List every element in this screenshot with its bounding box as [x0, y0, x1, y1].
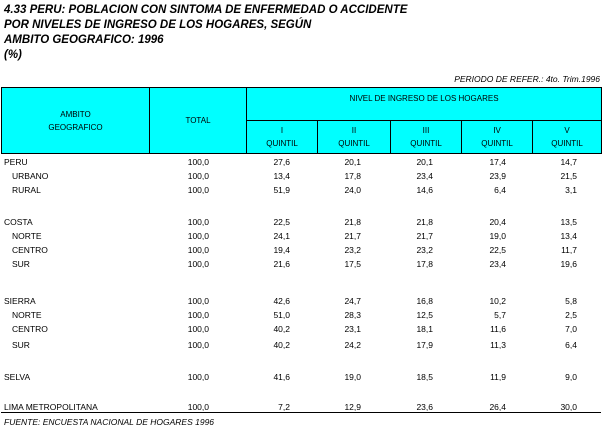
row-q1: 22,5	[273, 217, 290, 227]
row-total: 100,0	[187, 310, 209, 320]
row-q2: 24,7	[344, 296, 361, 306]
row-q4: 11,3	[490, 340, 506, 350]
row-q1: 13,4	[273, 171, 290, 181]
row-q4: 17,4	[489, 157, 506, 167]
row-q1: 27,6	[273, 157, 290, 167]
quintil-number: V	[564, 126, 570, 135]
title-line-4: (%)	[4, 49, 22, 61]
quintil-label: QUINTIL	[551, 139, 583, 148]
table-header	[1, 87, 601, 153]
header-quintil-1	[247, 121, 318, 154]
row-q4: 22,5	[489, 245, 506, 255]
quintil-number: III	[422, 126, 430, 135]
row-q2: 20,1	[344, 157, 361, 167]
row-q2: 12,9	[344, 402, 361, 412]
row-q2: 17,8	[344, 171, 361, 181]
row-q1: 51,9	[273, 185, 290, 195]
source-note: FUENTE: ENCUESTA NACIONAL DE HOGARES 1996	[4, 417, 215, 427]
row-q1: 51,0	[273, 310, 290, 320]
row-q2: 23,2	[344, 245, 361, 255]
row-q5: 2,5	[565, 310, 577, 320]
row-q3: 16,8	[416, 296, 433, 306]
header-quintil-3	[391, 121, 462, 154]
row-q4: 5,7	[494, 310, 506, 320]
row-q5: 13,4	[560, 231, 577, 241]
row-total: 100,0	[187, 185, 209, 195]
quintil-label: QUINTIL	[481, 139, 513, 148]
row-label: LIMA METROPOLITANA	[4, 402, 98, 412]
row-q5: 13,5	[560, 217, 577, 227]
row-q4: 11,9	[490, 372, 506, 382]
row-total: 100,0	[187, 324, 209, 334]
row-q5: 11,7	[561, 245, 577, 255]
row-q3: 23,2	[416, 245, 433, 255]
row-q5: 21,5	[560, 171, 577, 181]
row-q5: 5,8	[565, 296, 577, 306]
table-row	[1, 243, 601, 257]
row-q4: 10,2	[489, 296, 506, 306]
row-q1: 7,2	[278, 402, 290, 412]
row-total: 100,0	[187, 157, 209, 167]
row-q2: 21,8	[344, 217, 361, 227]
row-q2: 17,5	[344, 259, 361, 269]
row-q5: 3,1	[565, 185, 577, 195]
title-line-1: 4.33 PERU: POBLACION CON SINTOMA DE ENFERMEDAD O ACCIDENTE	[4, 4, 408, 16]
quintil-number: I	[280, 126, 284, 135]
quintil-label: QUINTIL	[266, 139, 298, 148]
quintil-label: QUINTIL	[338, 139, 370, 148]
row-q1: 21,6	[273, 259, 290, 269]
row-q4: 11,6	[490, 324, 506, 334]
row-label: CENTRO	[12, 324, 48, 334]
row-q3: 20,1	[416, 157, 433, 167]
row-label: NORTE	[12, 231, 42, 241]
row-label: SUR	[12, 259, 30, 269]
table-row	[1, 155, 601, 169]
table-row	[1, 322, 601, 336]
row-q3: 18,5	[416, 372, 433, 382]
row-q2: 23,1	[344, 324, 361, 334]
row-q2: 19,0	[344, 372, 361, 382]
table-body	[1, 155, 601, 413]
table-row	[1, 215, 601, 229]
row-q4: 20,4	[489, 217, 506, 227]
row-q3: 12,5	[416, 310, 433, 320]
row-label: PERU	[4, 157, 28, 167]
row-label: CENTRO	[12, 245, 48, 255]
row-q2: 21,7	[344, 231, 361, 241]
reference-period: PERIODO DE REFER.: 4to. Trim.1996	[454, 74, 600, 84]
row-q3: 23,6	[416, 402, 433, 412]
table-row	[1, 338, 601, 352]
row-q5: 30,0	[560, 402, 577, 412]
header-quintil-4	[462, 121, 533, 154]
row-label: URBANO	[12, 171, 49, 181]
row-total: 100,0	[187, 217, 209, 227]
row-label: SIERRA	[4, 296, 36, 306]
header-quintil-2	[318, 121, 391, 154]
document-title	[4, 3, 564, 63]
row-q1: 40,2	[273, 340, 290, 350]
row-q3: 17,9	[416, 340, 433, 350]
row-q4: 6,4	[494, 185, 506, 195]
row-q3: 23,4	[416, 171, 433, 181]
row-q3: 21,7	[416, 231, 433, 241]
row-total: 100,0	[187, 245, 209, 255]
table-row	[1, 294, 601, 308]
header-ambito-line2: GEOGRAFICO	[48, 122, 103, 132]
row-total: 100,0	[187, 231, 209, 241]
row-q4: 23,4	[489, 259, 506, 269]
table-row	[1, 169, 601, 183]
row-q2: 28,3	[344, 310, 361, 320]
row-total: 100,0	[187, 402, 209, 412]
row-label: NORTE	[12, 310, 42, 320]
row-total: 100,0	[187, 296, 209, 306]
table-row	[1, 257, 601, 271]
header-total	[150, 88, 247, 154]
row-q5: 9,0	[565, 372, 577, 382]
table-bottom-rule	[1, 412, 601, 413]
row-label: RURAL	[12, 185, 41, 195]
header-ambito	[2, 88, 150, 154]
title-line-3: AMBITO GEOGRAFICO: 1996	[4, 34, 164, 46]
row-label: COSTA	[4, 217, 33, 227]
row-q4: 19,0	[489, 231, 506, 241]
row-total: 100,0	[187, 171, 209, 181]
row-label: SUR	[12, 340, 30, 350]
row-q2: 24,0	[344, 185, 361, 195]
row-total: 100,0	[187, 372, 209, 382]
row-q3: 14,6	[416, 185, 433, 195]
header-quintil-5	[533, 121, 602, 154]
row-label: SELVA	[4, 372, 31, 382]
header-table	[1, 87, 602, 154]
table-row	[1, 183, 601, 197]
row-total: 100,0	[187, 340, 209, 350]
row-q3: 21,8	[416, 217, 433, 227]
header-ambito-line1: AMBITO	[60, 109, 91, 119]
row-q2: 24,2	[344, 340, 361, 350]
row-q3: 17,8	[416, 259, 433, 269]
header-total-label: TOTAL	[185, 116, 211, 125]
row-q3: 18,1	[416, 324, 433, 334]
header-nivel-label: NIVEL DE INGRESO DE LOS HOGARES	[349, 94, 499, 103]
row-q1: 42,6	[273, 296, 290, 306]
title-line-2: POR NIVELES DE INGRESO DE LOS HOGARES, SEGÚN	[4, 19, 312, 31]
quintil-label: QUINTIL	[410, 139, 442, 148]
row-total: 100,0	[187, 259, 209, 269]
table-row	[1, 370, 601, 384]
header-nivel	[247, 88, 602, 121]
quintil-number: II	[351, 126, 357, 135]
quintil-number: IV	[493, 126, 501, 135]
row-q4: 23,9	[489, 171, 506, 181]
row-q4: 26,4	[489, 402, 506, 412]
row-q1: 24,1	[273, 231, 290, 241]
row-q1: 40,2	[273, 324, 290, 334]
row-q1: 19,4	[273, 245, 290, 255]
row-q5: 14,7	[560, 157, 577, 167]
table-row	[1, 229, 601, 243]
row-q1: 41,6	[273, 372, 290, 382]
table-row	[1, 308, 601, 322]
row-q5: 19,6	[560, 259, 577, 269]
row-q5: 7,0	[565, 324, 577, 334]
row-q5: 6,4	[565, 340, 577, 350]
